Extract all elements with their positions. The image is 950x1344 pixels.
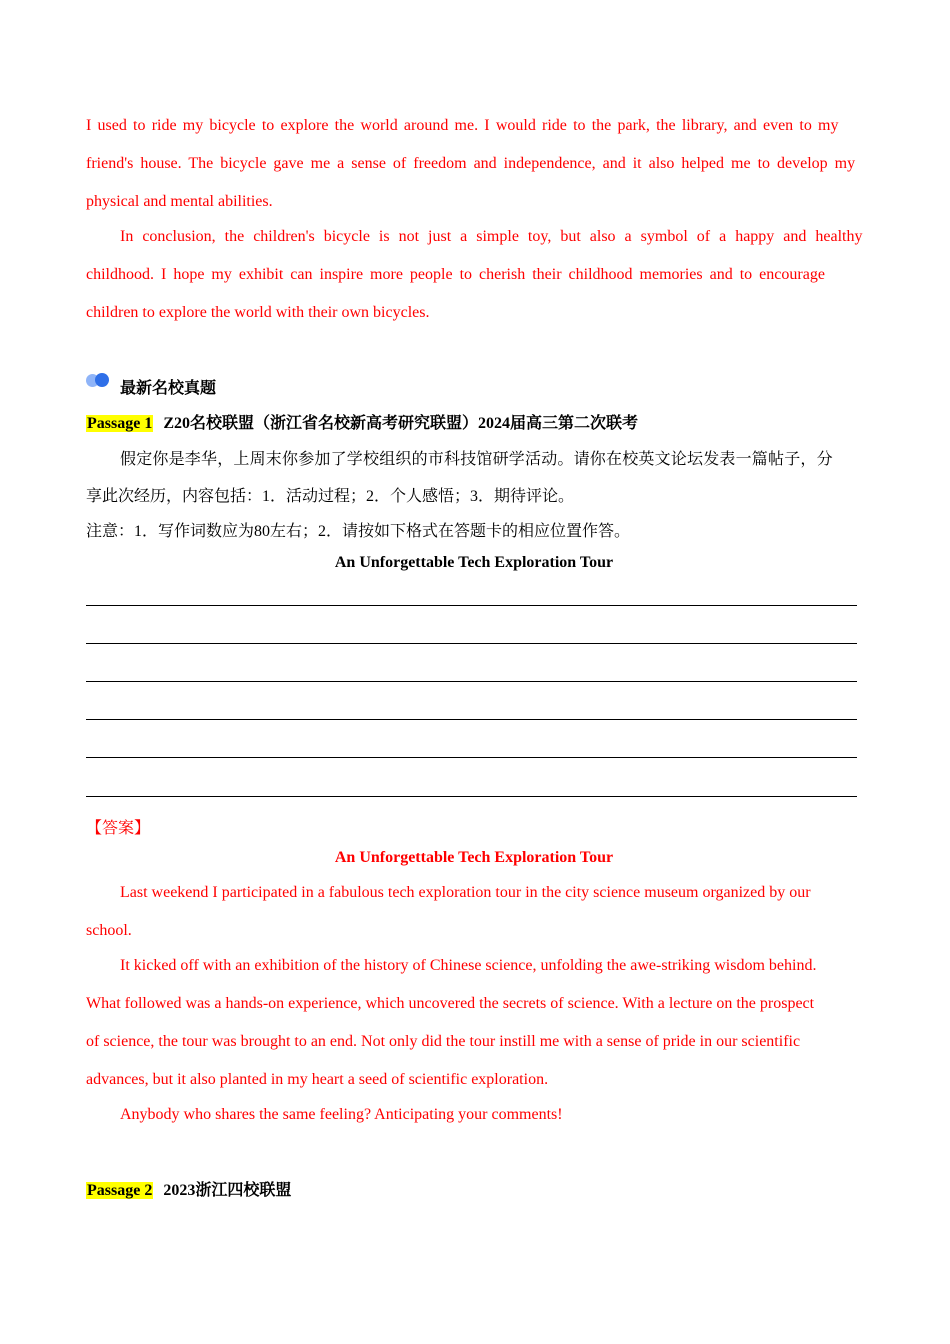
passage-source: Z20名校联盟（浙江省名校新高考研究联盟）2024届高三第二次联考 <box>163 415 639 432</box>
passage-label: Passage 2 <box>87 1182 153 1199</box>
prompt-note: 注意：1．写作词数应为80左右；2．请按如下格式在答题卡的相应位置作答。 <box>86 523 631 540</box>
answer-line[interactable] <box>86 757 857 758</box>
section-title: 最新名校真题 <box>120 380 217 397</box>
essay-line: children to explore the world with their own bicycles. <box>86 304 430 321</box>
essay-title: An Unforgettable Tech Exploration Tour <box>334 554 614 571</box>
answer-line[interactable] <box>86 796 857 797</box>
dots-icon <box>86 372 110 388</box>
essay-line: I used to ride my bicycle to explore the world around me. I would ride to the park, the library, and even to my <box>86 117 839 134</box>
answer-label: 【答案】 <box>86 820 151 837</box>
passage-heading <box>86 1177 862 1200</box>
prompt-line: 假定你是李华，上周末你参加了学校组织的市科技馆研学活动。请你在校英文论坛发表一篇帖子，分 <box>120 451 833 468</box>
answer-line-text: It kicked off with an exhibition of the history of Chinese science, unfolding the awe-striking wisdom behind. <box>120 957 817 974</box>
answer-line-text: What followed was a hands-on experience, which uncovered the secrets of science. With a lecture on the prospect <box>86 995 815 1012</box>
answer-line[interactable] <box>86 681 857 682</box>
answer-line-text: school. <box>86 922 132 939</box>
answer-line-text: Last weekend I participated in a fabulous tech exploration tour in the city science museum organized by our <box>120 884 811 901</box>
essay-line: childhood. I hope my exhibit can inspire more people to cherish their childhood memories and to encourage <box>86 266 825 283</box>
answer-line[interactable] <box>86 605 857 606</box>
essay-line: friend's house. The bicycle gave me a sense of freedom and independence, and it also helped me to develop my <box>86 155 856 172</box>
answer-line[interactable] <box>86 719 857 720</box>
answer-line[interactable] <box>86 643 857 644</box>
answer-title: An Unforgettable Tech Exploration Tour <box>334 849 614 866</box>
essay-line: physical and mental abilities. <box>86 193 273 210</box>
answer-line-text: Anybody who shares the same feeling? Anticipating your comments! <box>120 1106 563 1123</box>
answer-line-text: advances, but it also planted in my heart a seed of scientific exploration. <box>86 1071 549 1088</box>
passage-source: 2023浙江四校联盟 <box>163 1182 292 1199</box>
prompt-line: 享此次经历，内容包括：1．活动过程；2．个人感悟；3．期待评论。 <box>86 488 575 505</box>
essay-line: In conclusion, the children's bicycle is not just a simple toy, but also a symbol of a happy and healthy <box>120 228 863 245</box>
passage-label: Passage 1 <box>87 415 153 432</box>
answer-line-text: of science, the tour was brought to an end. Not only did the tour instill me with a sense of pride in our scientific <box>86 1033 801 1050</box>
passage-heading <box>86 410 862 433</box>
